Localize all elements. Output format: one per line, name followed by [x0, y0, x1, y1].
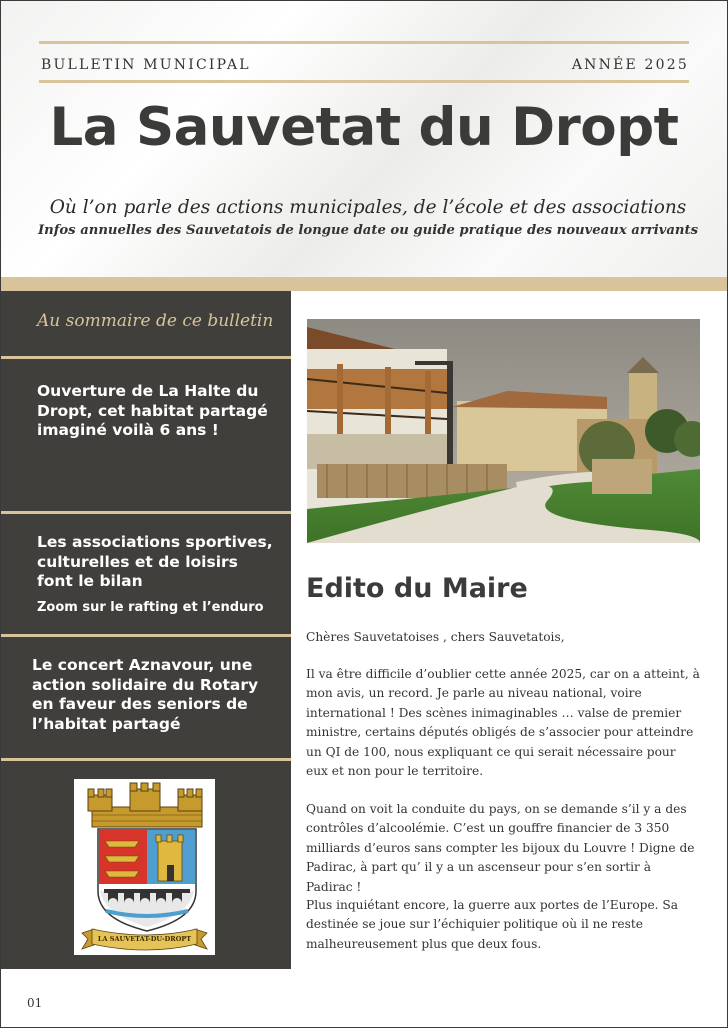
header-top-rule	[39, 41, 689, 44]
sidebar-divider	[1, 356, 291, 359]
edito-paragraph-2: Quand on voit la conduite du pays, on se demande s’il y a des contrôles d’alcoolémie. C’est un gouffre financier de 3 350 milliards d’euros sans compter les bijoux du Louvre ! Digne de Padirac, à part qu’ il y a un ascenseur pour s’en sortir à Padirac !	[306, 802, 695, 894]
crest-banner-text: LA SAUVETAT-DU-DROPT	[97, 935, 192, 943]
sidebar-label: Au sommaire de ce bulletin	[37, 311, 274, 331]
building-photo-icon	[307, 319, 700, 543]
sidebar-divider	[1, 511, 291, 514]
crest-image	[74, 779, 215, 955]
edito-greeting: Chères Sauvetatoises , chers Sauvetatois,	[306, 630, 565, 644]
edito-paragraph	[306, 665, 701, 781]
coat-of-arms-icon	[74, 779, 215, 955]
edito-paragraph	[306, 628, 701, 647]
sidebar-item-associations[interactable]: Les associations sportives, culturelles et de loisirs font le bilan	[37, 533, 273, 590]
header-bottom-rule	[39, 80, 689, 83]
kicker-left: BULLETIN MUNICIPAL	[41, 57, 251, 73]
tagline: Infos annuelles des Sauvetatois de longue date ou guide pratique des nouveaux arrivants	[37, 223, 699, 238]
halte-photo	[307, 319, 700, 543]
sidebar-item-aznavour[interactable]: Le concert Aznavour, une action solidaire du Rotary en faveur des seniors de l’habitat partagé	[32, 656, 259, 733]
sidebar-item-associations-subtitle: Zoom sur le rafting et l’enduro	[37, 600, 264, 615]
kicker-right: ANNÉE 2025	[571, 57, 689, 73]
edito-paragraph	[306, 896, 701, 954]
sidebar	[1, 291, 291, 969]
edito-paragraph-1: Il va être difficile d’oublier cette année 2025, car on a atteint, à mon avis, un record. Je parle au niveau national, voire international ! Des scènes inimaginables … valse de premier ministre, certains députés obligés de s’associer pour atteindre un QI de 100, nous expliquant ce qui serait nécessaire pour eux et non pour le territoire.	[306, 667, 700, 779]
edito-title: Edito du Maire	[306, 573, 528, 604]
subtitle: Où l’on parle des actions municipales, de l’école et des associations	[49, 197, 687, 218]
header	[1, 1, 727, 277]
edito-paragraph	[306, 800, 701, 897]
gold-band	[1, 277, 727, 291]
page-number: 01	[27, 996, 43, 1010]
page-title: La Sauvetat du Dropt	[49, 97, 679, 158]
sidebar-divider	[1, 634, 291, 637]
sidebar-item-halte[interactable]: Ouverture de La Halte du Dropt, cet habitat partagé imaginé voilà 6 ans !	[37, 382, 268, 439]
sidebar-divider	[1, 758, 291, 761]
edito-paragraph-3: Plus inquiétant encore, la guerre aux portes de l’Europe. Sa destinée se joue sur l’échiquier politique où il ne reste malheureusement plus que deux fous.	[306, 898, 679, 951]
